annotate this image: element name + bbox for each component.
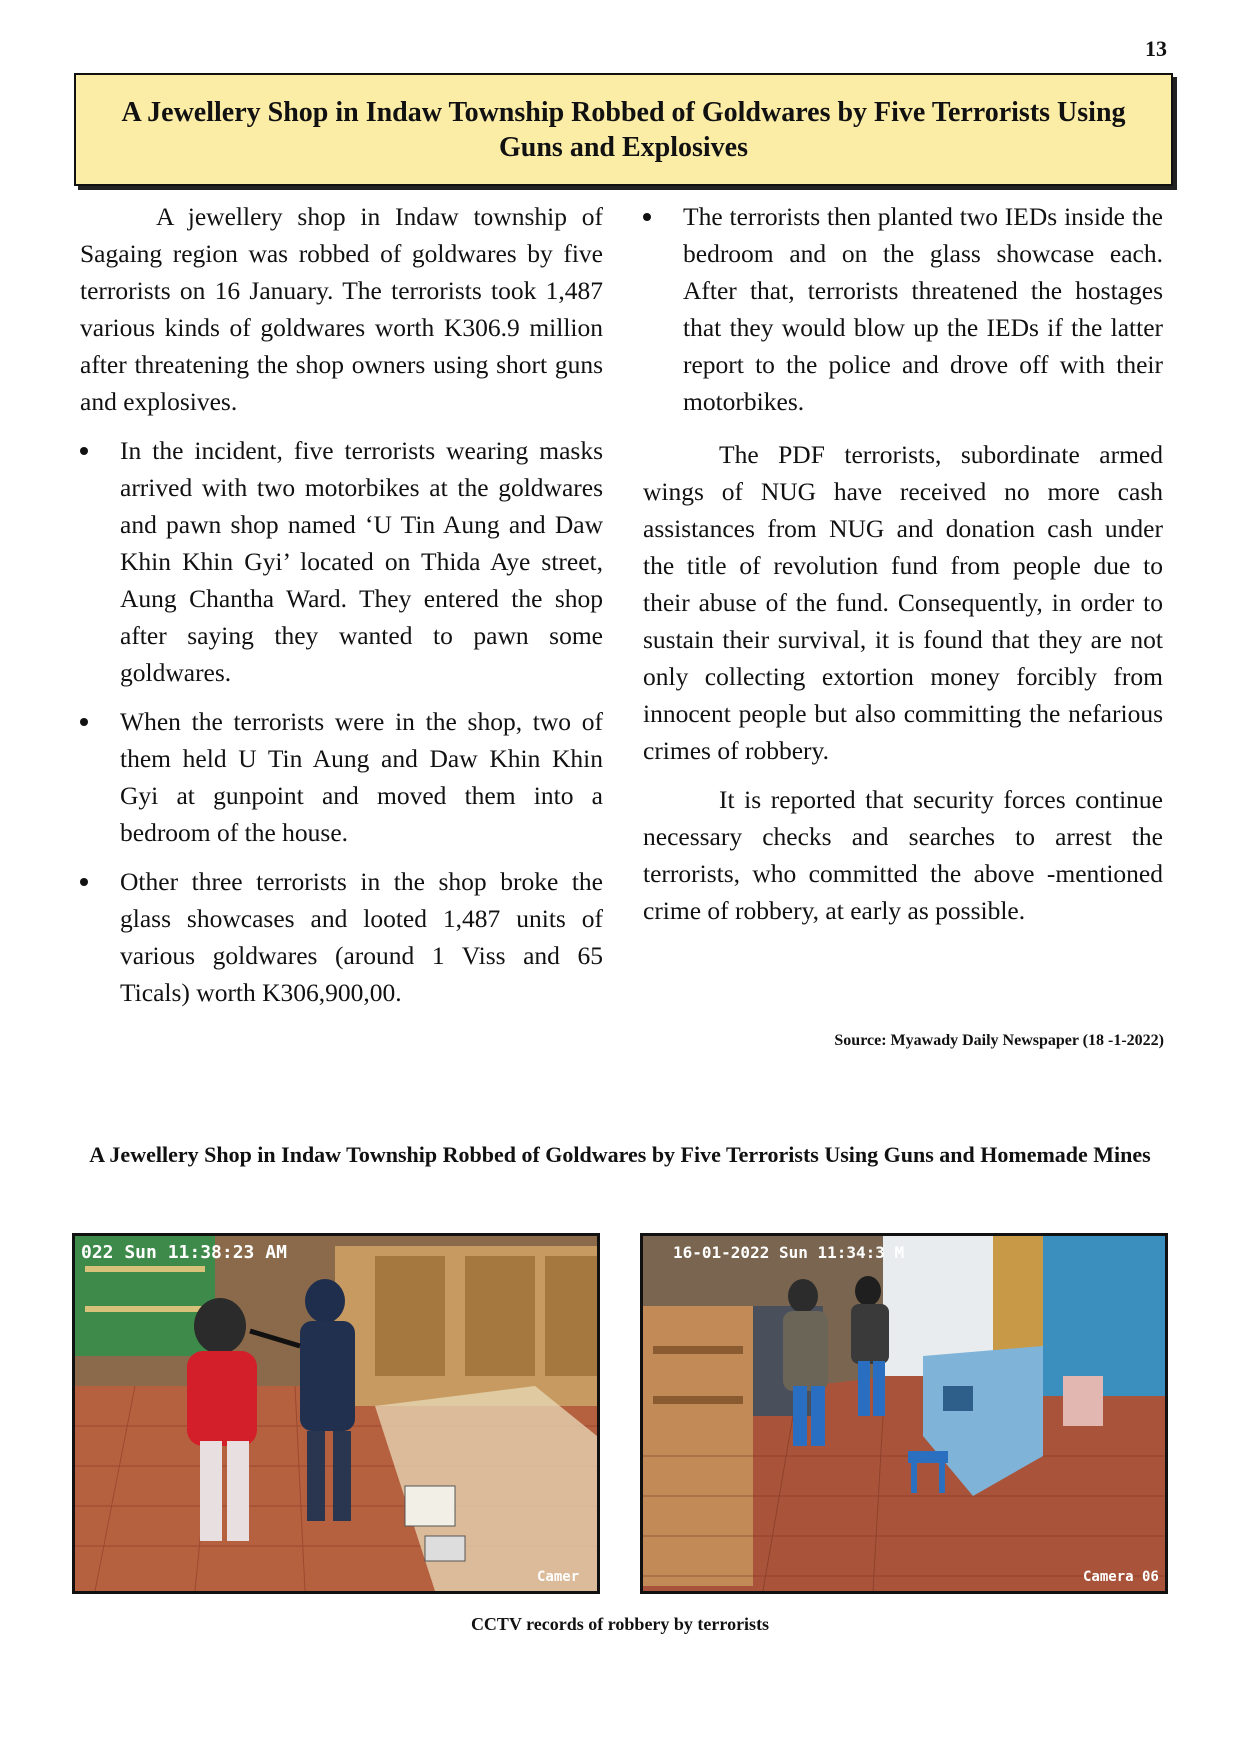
right-bullet-list [643, 198, 1163, 420]
left-column [80, 198, 603, 1023]
bullet-dot-icon [80, 718, 88, 726]
article-title-box [74, 73, 1173, 186]
bullet-dot-icon [80, 878, 88, 886]
cctv-photo-right [640, 1233, 1168, 1594]
bullet-dot-icon [643, 213, 651, 221]
article-title: A Jewellery Shop in Indaw Township Robbed of Goldwares by Five Terrorists Using Guns and Explosives [121, 96, 1126, 163]
photo-caption: CCTV records of robbery by terrorists [470, 1614, 770, 1634]
left-bullet-list [80, 432, 603, 1011]
bullet-item: Other three terrorists in the shop broke the glass showcases and looted 1,487 units of various goldwares (around 1 Viss and 65 Ticals) worth K306,900,00. [80, 863, 603, 1011]
intro-paragraph: A jewellery shop in Indaw township of Sagaing region was robbed of goldwares by five terrorists on 16 January. The terrorists took 1,487 various kinds of goldwares worth K306.9 million after threatening the shop owners using short guns and explosives. [80, 202, 603, 416]
cctv-image-shop-doorway [643, 1236, 1165, 1591]
bullet-item: When the terrorists were in the shop, two of them held U Tin Aung and Daw Khin Khin Gyi at gunpoint and moved them into a bedroom of the house. [80, 703, 603, 851]
cctv-photo-left [72, 1233, 600, 1594]
bullet-dot-icon [80, 447, 88, 455]
body-paragraph: The PDF terrorists, subordinate armed wings of NUG have received no more cash assistances from NUG and donation cash under the title of revolution fund from people due to their abuse of the fund. Consequently, in order to sustain their survival, it is found that they are not only collecting extortion money forcibly from innocent people but also committing the nefarious crimes of robbery. [643, 440, 1163, 765]
body-paragraph: It is reported that security forces continue necessary checks and searches to arrest the terrorists, who committed the above -mentioned crime of robbery, at early as possible. [643, 785, 1163, 925]
cctv-camera-label-left: Camer [537, 1569, 580, 1585]
bullet-item: The terrorists then planted two IEDs inside the bedroom and on the glass showcase each. After that, terrorists threatened the hostages that they would blow up the IEDs if the latter report to the police and drove off with their motorbikes. [643, 198, 1163, 420]
page-number: 13 [1145, 36, 1167, 61]
cctv-image-shop-interior [75, 1236, 597, 1591]
cctv-camera-label-right: Camera 06 [1083, 1569, 1159, 1585]
right-column [643, 198, 1163, 941]
cctv-timestamp-left: 022 Sun 11:38:23 AM [81, 1242, 287, 1263]
cctv-timestamp-right: 16-01-2022 Sun 11:34:3 M [673, 1243, 905, 1262]
source-citation: Source: Myawady Daily Newspaper (18 -1-2022) [834, 1032, 1164, 1049]
photo-heading: A Jewellery Shop in Indaw Township Robbed of Goldwares by Five Terrorists Using Guns and Homemade Mines [89, 1142, 1151, 1167]
bullet-item: In the incident, five terrorists wearing masks arrived with two motorbikes at the goldwares and pawn shop named ‘U Tin Aung and Daw Khin Khin Gyi’ located on Thida Aye street, Aung Chantha Ward. They entered the shop after saying they wanted to pawn some goldwares. [80, 432, 603, 691]
